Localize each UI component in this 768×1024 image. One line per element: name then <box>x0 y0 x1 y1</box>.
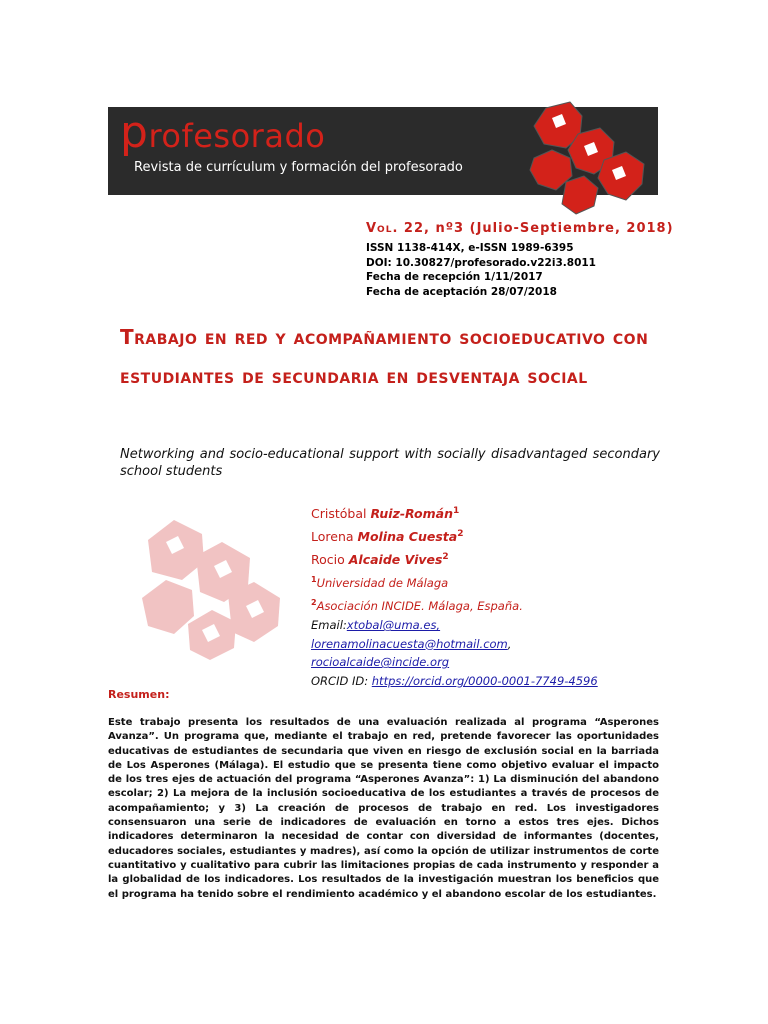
affiliation-2: $^2$Asociación INCIDE. Málaga, España. <box>311 598 523 614</box>
issn: ISSN 1138-414X, e-ISSN 1989-6395 <box>366 242 574 254</box>
orcid-line: ORCID ID: https://orcid.org/0000-0001-7749-4596 <box>311 673 598 688</box>
author-3: Rocio Alcaide Vives$^2$ <box>311 552 449 568</box>
volume-info: Vol. 22, nº3 (Julio-Septiembre, 2018) <box>366 221 674 236</box>
journal-title-rest: rofesorado <box>148 117 326 155</box>
accepted-date: Fecha de aceptación 28/07/2018 <box>366 285 557 298</box>
affiliation-1: $^1$Universidad de Málaga <box>311 575 449 591</box>
abstract-text: Este trabajo presenta los resultados de una evaluación realizada al programa “Asperones Avanza”. Un programa que, mediante el trabajo en red, pretende favorecer las oportunidades educativas de estudiantes de secundaria que viven en riesgo de exclusión social en la barriada de Los Asperones (Málaga). El estudio que se presenta tiene como objetivo evaluar el impacto de los tres ejes de actuación del programa “Asperones Avanza”: 1) La disminución del abandono escolar; 2) La mejora de la inclusión socioeducativa de los estudiantes a través de procesos de acompañamiento; y 3) La creación de procesos de trabajo en red. Los investigadores consensuaron una serie de indicadores de evaluación en torno a estos tres ejes. Dichos indicadores determinaron la necesidad de contar con diversidad de informantes (docentes, educadores sociales, estudiantes y madres), así como la opción de utilizar instrumentos de corte cuantitativo y cualitativo para cubrir las limitaciones propias de cada instrumento y responder a la globalidad de los indicadores. Los resultados de la investigación muestran los beneficios que el programa ha tenido sobre el rendimiento académico y el abandono escolar de los estudiantes. <box>108 717 659 900</box>
email-line-3 <box>311 653 681 672</box>
author-1: Cristóbal Ruiz-Román$^1$ <box>311 506 460 522</box>
author-2: Lorena Molina Cuesta$^2$ <box>311 529 464 545</box>
received-date: Fecha de recepción 1/11/2017 <box>366 271 543 283</box>
watermark-logo-icon <box>138 512 288 662</box>
email-line: Email:xtobal@uma.es, <box>311 618 441 633</box>
issue-metadata <box>366 221 674 299</box>
email-link-3[interactable]: rocioalcaide@incide.org <box>311 655 450 670</box>
doi: DOI: 10.30827/profesorado.v22i3.8011 <box>366 256 596 269</box>
journal-title-initial: p <box>120 107 149 158</box>
email-link-2[interactable]: lorenamolinacuesta@hotmail.com <box>311 636 508 651</box>
email-line-2: lorenamolinacuesta@hotmail.com, <box>311 636 512 651</box>
journal-subtitle: Revista de currículum y formación del profesorado <box>134 160 463 175</box>
journal-logo-icon <box>526 96 658 216</box>
journal-title <box>120 107 326 158</box>
author-block <box>311 501 681 690</box>
abstract-heading: Resumen: <box>108 688 170 701</box>
article-title: Trabajo en red y acompañamiento socioeducativo con estudiantes de secundaria en desventaja social <box>120 325 649 388</box>
article-subtitle-english: Networking and socio-educational support with socially disadvantaged secondary school students <box>120 447 660 479</box>
email-link-1[interactable]: xtobal@uma.es, <box>346 618 441 633</box>
orcid-link[interactable]: https://orcid.org/0000-0001-7749-4596 <box>371 673 598 688</box>
